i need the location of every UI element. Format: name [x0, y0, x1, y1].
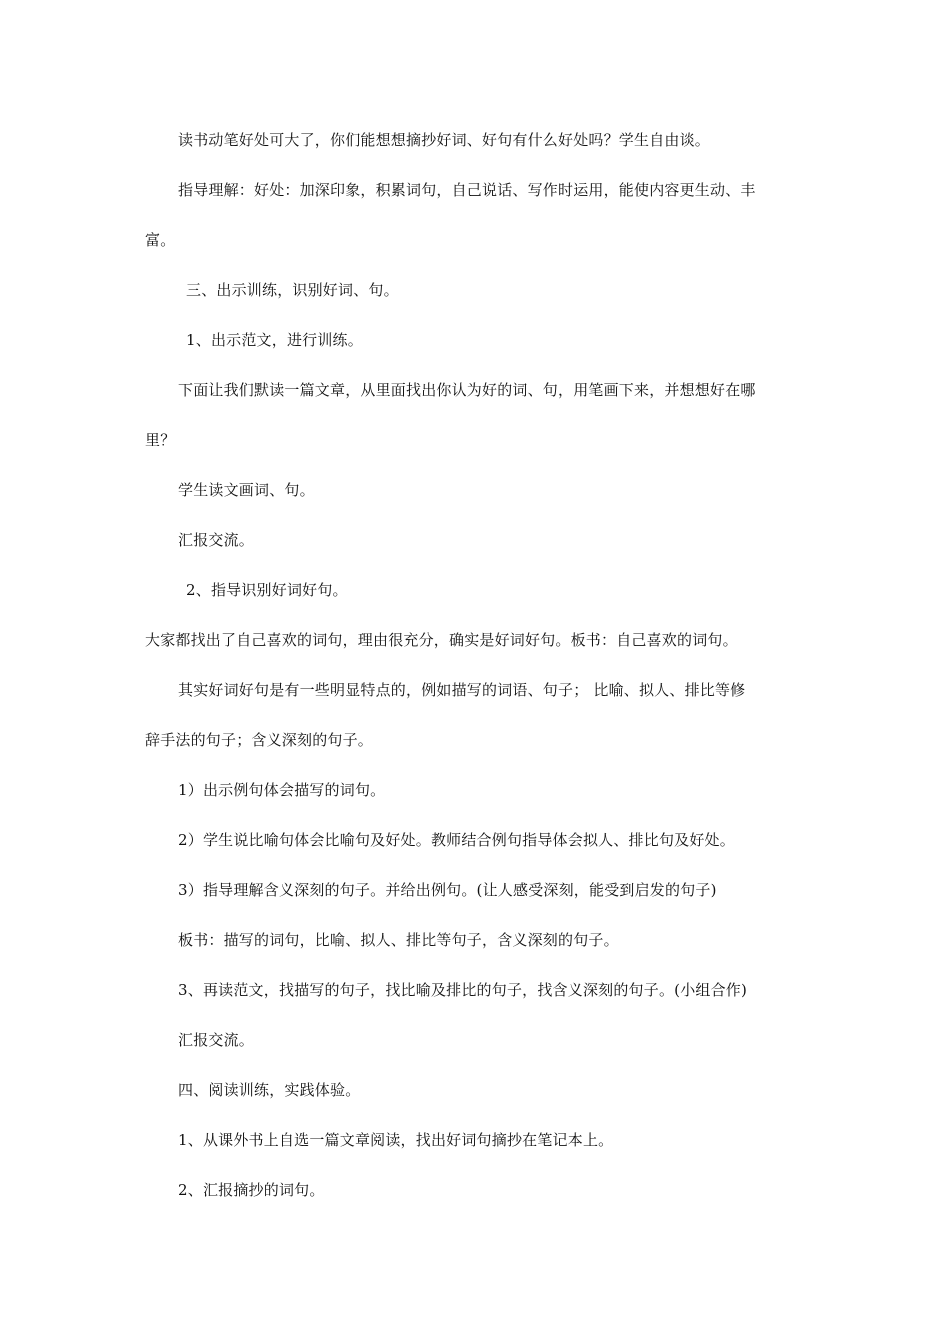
- list-item-1: 1）出示例句体会描写的词句。: [178, 781, 386, 799]
- section-heading-3: 三、出示训练，识别好词、句。: [186, 281, 399, 299]
- para-line-2: 指导理解：好处：加深印象，积累词句，自己说话、写作时运用，能使内容更生动、丰: [178, 181, 756, 199]
- para-line-22: 2、汇报摘抄的词句。: [178, 1181, 325, 1199]
- para-line-17: 板书：描写的词句，比喻、拟人、排比等句子，含义深刻的句子。: [178, 931, 619, 949]
- para-line-9: 汇报交流。: [178, 531, 255, 549]
- para-line-12: 其实好词好句是有一些明显特点的，例如描写的词语、句子； 比喻、拟人、排比等修: [178, 681, 746, 699]
- subheading-2: 2、指导识别好词好句。: [186, 581, 348, 599]
- para-line-13: 辞手法的句子；含义深刻的句子。: [145, 731, 374, 749]
- para-line-19: 汇报交流。: [178, 1031, 255, 1049]
- para-line-1: 读书动笔好处可大了，你们能想想摘抄好词、好句有什么好处吗？学生自由谈。: [178, 131, 711, 149]
- para-line-3: 富。: [145, 231, 176, 249]
- para-line-7: 里？: [145, 431, 176, 449]
- subheading-3: 3、再读范文，找描写的句子，找比喻及排比的句子，找含义深刻的句子。(小组合作): [178, 981, 748, 999]
- section-heading-4: 四、阅读训练，实践体验。: [178, 1081, 361, 1099]
- subheading-1: 1、出示范文，进行训练。: [186, 331, 363, 349]
- list-item-2: 2）学生说比喻句体会比喻句及好处。教师结合例句指导体会拟人、排比句及好处。: [178, 831, 735, 849]
- list-item-3: 3）指导理解含义深刻的句子。并给出例句。(让人感受深刻，能受到启发的句子): [178, 881, 717, 899]
- para-line-8: 学生读文画词、句。: [178, 481, 315, 499]
- para-line-21: 1、从课外书上自选一篇文章阅读，找出好词句摘抄在笔记本上。: [178, 1131, 614, 1149]
- para-line-6: 下面让我们默读一篇文章，从里面找出你认为好的词、句，用笔画下来，并想想好在哪: [178, 381, 756, 399]
- para-line-11: 大家都找出了自己喜欢的词句，理由很充分，确实是好词好句。板书：自己喜欢的词句。: [145, 631, 738, 649]
